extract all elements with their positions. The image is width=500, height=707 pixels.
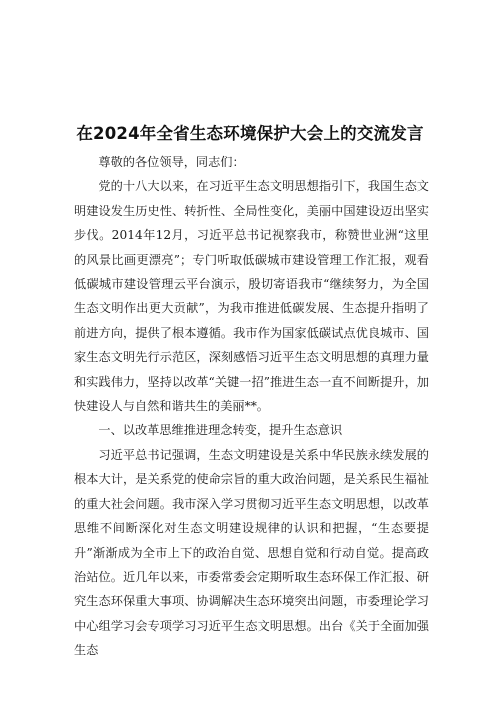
paragraph-section-one: 习近平总书记强调，生态文明建设是关系中华民族永续发展的根本大计，是关系党的使命宗旨的重大政治问题，是关系民生福祉的重大社会问题。我市深入学习贯彻习近平生态文明思想，以改革思维不间断深化对生态文明建设规律的认识和把握，“生态要提升”渐渐成为全市上下的政治自觉、思想自觉和行动自觉。提高政治站位。近几年以来，市委常委会定期听取生态环保工作汇报、研究生态环保重大事项、协调解决生态环境突出问题，市委理论学习中心组学习会专项学习习近平生态文明思想。出台《关于全面加强生态: [74, 447, 429, 658]
document-body: [74, 150, 429, 663]
salutation: 尊敬的各位领导，同志们：: [98, 155, 245, 169]
paragraph-intro: 党的十八大以来，在习近平生态文明思想指引下，我国生态文明建设发生历史性、转折性、全局性变化，美丽中国建设迈出坚实步伐。2014年12月，习近平总书记视察我市，称赞世业洲“这里的风景比画更漂亮”；专门听取低碳城市建设管理工作汇报，观看低碳城市建设管理云平台演示，殷切寄语我市“继续努力，为全国生态文明作出更大贡献”，为我市推进低碳发展、生态提升指明了前进方向，提供了根本遵循。我市作为国家低碳试点优良城市、国家生态文明先行示范区，深刻感悟习近平生态文明思想的真理力量和实践伟力，坚持以改革“关键一招”推进生态一直不间断提升，加快建设人与自然和谐共生的美丽**。: [74, 179, 429, 414]
section-heading: 一、以改革思维推进理念转变，提升生态意识: [98, 423, 343, 438]
document-title: 在2024年全省生态环境保护大会上的交流发言: [76, 124, 424, 143]
